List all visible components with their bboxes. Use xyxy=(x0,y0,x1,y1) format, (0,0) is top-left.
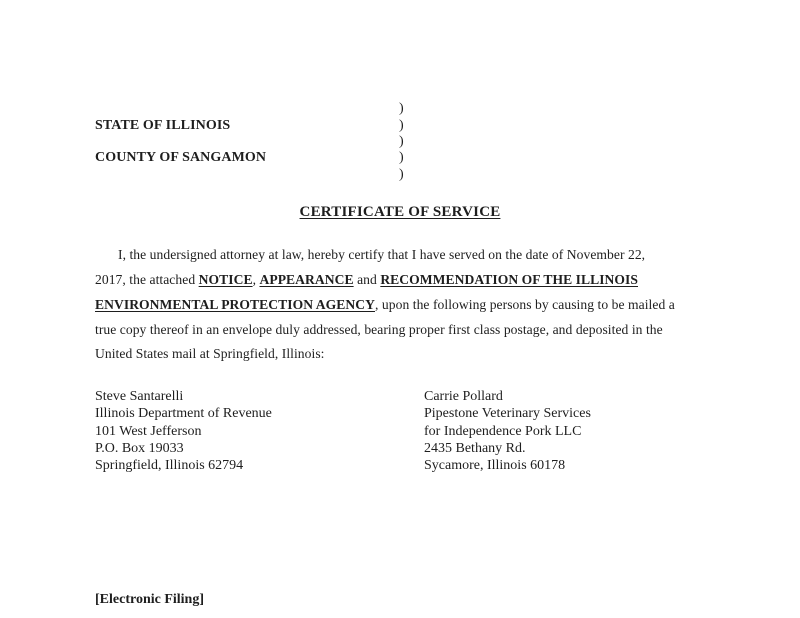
appearance-label: APPEARANCE xyxy=(259,272,354,287)
document-title: CERTIFICATE OF SERVICE xyxy=(299,204,501,220)
caption-state: STATE OF ILLINOIS xyxy=(95,118,231,133)
caption-paren: ) xyxy=(399,134,404,149)
recommendation-label: RECOMMENDATION OF THE ILLINOIS xyxy=(380,272,638,287)
body-line-3-suffix: , upon the following persons by causing to be mailed a xyxy=(375,297,675,312)
caption-paren: ) xyxy=(399,167,404,182)
recipient-organization: Pipestone Veterinary Services xyxy=(424,406,591,422)
caption-paren: ) xyxy=(399,101,404,116)
body-line-4: true copy thereof in an envelope duly addressed, bearing proper first class postage, and deposited in the xyxy=(95,322,663,337)
notice-label: NOTICE xyxy=(198,272,253,287)
body-line-5: United States mail at Springfield, Illinois: xyxy=(95,346,325,361)
recipient-address-right xyxy=(424,388,591,474)
recipient-organization-line-2: for Independence Pork LLC xyxy=(424,423,582,439)
recipient-street: 2435 Bethany Rd. xyxy=(424,440,526,456)
caption-paren: ) xyxy=(399,150,404,165)
body-line-1: I, the undersigned attorney at law, hereby certify that I have served on the date of November 22, xyxy=(118,247,646,262)
recipient-city: Sycamore, Illinois 60178 xyxy=(424,458,566,474)
recipient-address-left xyxy=(95,388,272,474)
body-line-3 xyxy=(95,297,675,313)
and-separator: and xyxy=(353,272,381,287)
body-line-2 xyxy=(95,272,638,288)
recipient-po-box: P.O. Box 19033 xyxy=(95,440,184,456)
comma-separator: , xyxy=(252,272,260,287)
recipient-city: Springfield, Illinois 62794 xyxy=(95,458,244,474)
recipient-organization: Illinois Department of Revenue xyxy=(95,406,272,422)
recipient-name: Carrie Pollard xyxy=(424,389,503,404)
agency-label: ENVIRONMENTAL PROTECTION AGENCY xyxy=(95,297,376,312)
recipient-name: Steve Santarelli xyxy=(95,389,184,404)
body-line-2-prefix: 2017, the attached xyxy=(95,272,199,287)
caption-county: COUNTY OF SANGAMON xyxy=(95,150,267,165)
recipient-street: 101 West Jefferson xyxy=(95,423,202,439)
electronic-filing-label: [Electronic Filing] xyxy=(95,592,204,607)
caption-paren: ) xyxy=(399,118,404,133)
